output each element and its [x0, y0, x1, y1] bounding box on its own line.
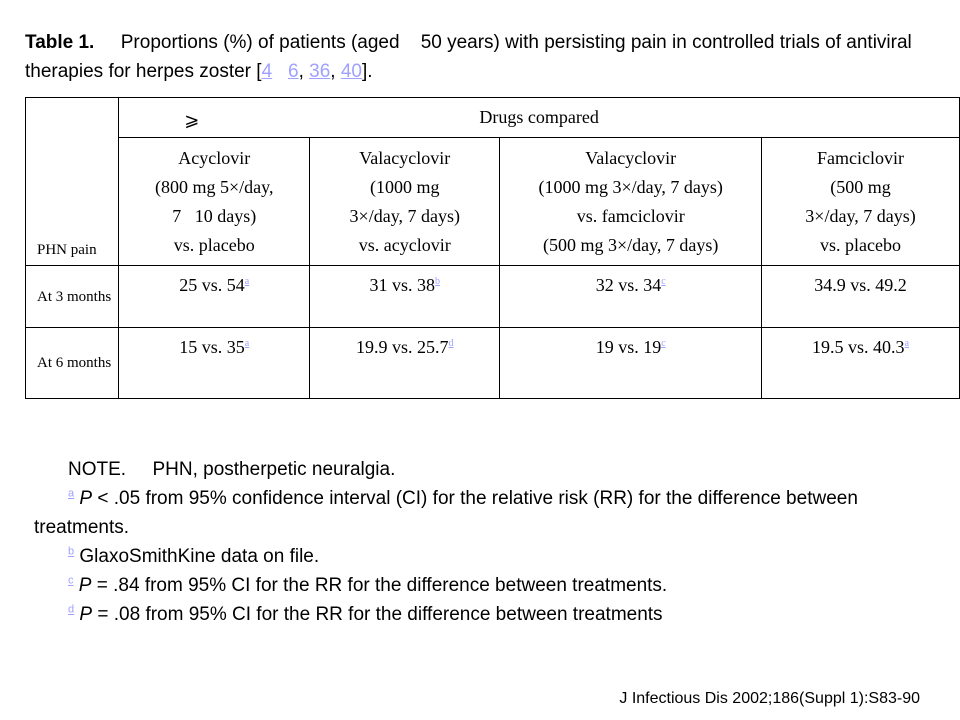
col2-line4: vs. acyclovir — [358, 234, 451, 255]
row-label-3-months: At 3 months — [26, 266, 119, 328]
col4-line1: Famciclovir — [817, 147, 905, 168]
data-table — [25, 97, 960, 399]
cell-value: 19 vs. 19 — [595, 337, 662, 357]
col3-line1: Valacyclovir — [585, 147, 677, 168]
table-cell — [119, 328, 310, 399]
ref-link-6[interactable]: 6 — [288, 61, 299, 82]
table-cell — [310, 328, 500, 399]
column-header-4 — [762, 138, 960, 266]
footnote-link-a[interactable]: a — [244, 276, 250, 287]
row-label-6-months: At 6 months — [26, 328, 119, 399]
footnote-link-c[interactable]: c — [661, 338, 666, 349]
title-text-1: Proportions (%) of patients (aged — [120, 32, 400, 53]
col4-line2: (500 mg — [830, 176, 891, 197]
col2-line2: (1000 mg — [370, 176, 440, 197]
table-cell — [500, 328, 762, 399]
note-line — [34, 455, 934, 484]
title-text-2: 50 years) with persisting pain in controlled trials of antiviral therapies for herpes zoster [ — [25, 32, 912, 82]
table-notes — [34, 455, 934, 629]
note-label: NOTE. — [68, 459, 127, 480]
footnote-b: $^b$ GlaxoSmithKine data on file. — [68, 545, 320, 567]
footnote-a: $^a$ P < .05 from 95% confidence interval (CI) for the relative risk (RR) for the difference between treatments. — [34, 487, 858, 538]
col2-line3: 3×/day, 7 days) — [349, 205, 461, 226]
col3-line3: vs. famciclovir — [576, 205, 685, 226]
table-cell — [119, 266, 310, 328]
ref-link-40[interactable]: 40 — [340, 61, 362, 82]
column-header-2 — [310, 138, 500, 266]
cell-value: 34.9 vs. 49.2 — [814, 275, 907, 295]
col1-line3: 7 10 days) — [172, 205, 257, 226]
cell-value: 32 vs. 34 — [595, 275, 662, 295]
cell-value: 19.5 vs. 40.3 — [812, 337, 905, 357]
cell-value: 25 vs. 54 — [179, 275, 245, 295]
table-cell — [762, 328, 960, 399]
table-cell — [500, 266, 762, 328]
footnote-mark-c[interactable]: c — [68, 574, 74, 587]
footnote-link-b[interactable]: b — [435, 276, 441, 287]
footnote-mark-d[interactable]: d — [68, 603, 75, 616]
footnote-mark-b[interactable]: b — [68, 545, 75, 558]
column-header-1 — [119, 138, 310, 266]
col1-line4: vs. placebo — [173, 234, 255, 255]
footnote-link-d[interactable]: d — [448, 338, 454, 349]
cell-value: 19.9 vs. 25.7 — [356, 337, 449, 357]
ref-link-36[interactable]: 36 — [309, 61, 331, 82]
title-end: ]. — [361, 61, 373, 82]
table-cell — [310, 266, 500, 328]
col1-line2: (800 mg 5×/day, — [155, 176, 274, 197]
footnote-c: $^c$ P = .84 from 95% CI for the RR for the difference between treatments. — [68, 574, 668, 596]
ref-link-4[interactable]: 4 — [261, 61, 273, 82]
col4-line4: vs. placebo — [820, 234, 902, 255]
column-header-3 — [500, 138, 762, 266]
table-cell — [762, 266, 960, 328]
col4-line3: 3×/day, 7 days) — [805, 205, 916, 226]
footnote-link-a[interactable]: a — [244, 338, 250, 349]
symbol-geq: ⩾ — [184, 110, 200, 130]
group-header-label: Drugs compared — [479, 107, 599, 127]
col3-line2: (1000 mg 3×/day, 7 days) — [538, 176, 723, 197]
cell-value: 15 vs. 35 — [179, 337, 245, 357]
cell-value: 31 vs. 38 — [369, 275, 436, 295]
journal-citation: J Infectious Dis 2002;186(Suppl 1):S83-90 — [619, 690, 920, 707]
footnote-link-a[interactable]: a — [904, 338, 910, 349]
table-label: Table 1. — [25, 32, 95, 53]
row-header-phn-pain: PHN pain — [26, 98, 119, 266]
table-title: Table 1. Proportions (%) of patients (aged 50 years) with persisting pain in controlled trials of antiviral therapies for herpes zoster [4 6, 36, 40]. — [25, 32, 912, 82]
footnote-mark-a[interactable]: a — [68, 487, 75, 500]
col3-line4: (500 mg 3×/day, 7 days) — [542, 234, 719, 255]
col2-line1: Valacyclovir — [359, 147, 451, 168]
group-header — [119, 98, 960, 138]
footnote-link-c[interactable]: c — [661, 276, 666, 287]
col1-line1: Acyclovir — [178, 147, 251, 168]
footnote-d: $^d$ P = .08 from 95% CI for the RR for the difference between treatments — [68, 603, 663, 625]
note-text: PHN, postherpetic neuralgia. — [152, 459, 396, 480]
